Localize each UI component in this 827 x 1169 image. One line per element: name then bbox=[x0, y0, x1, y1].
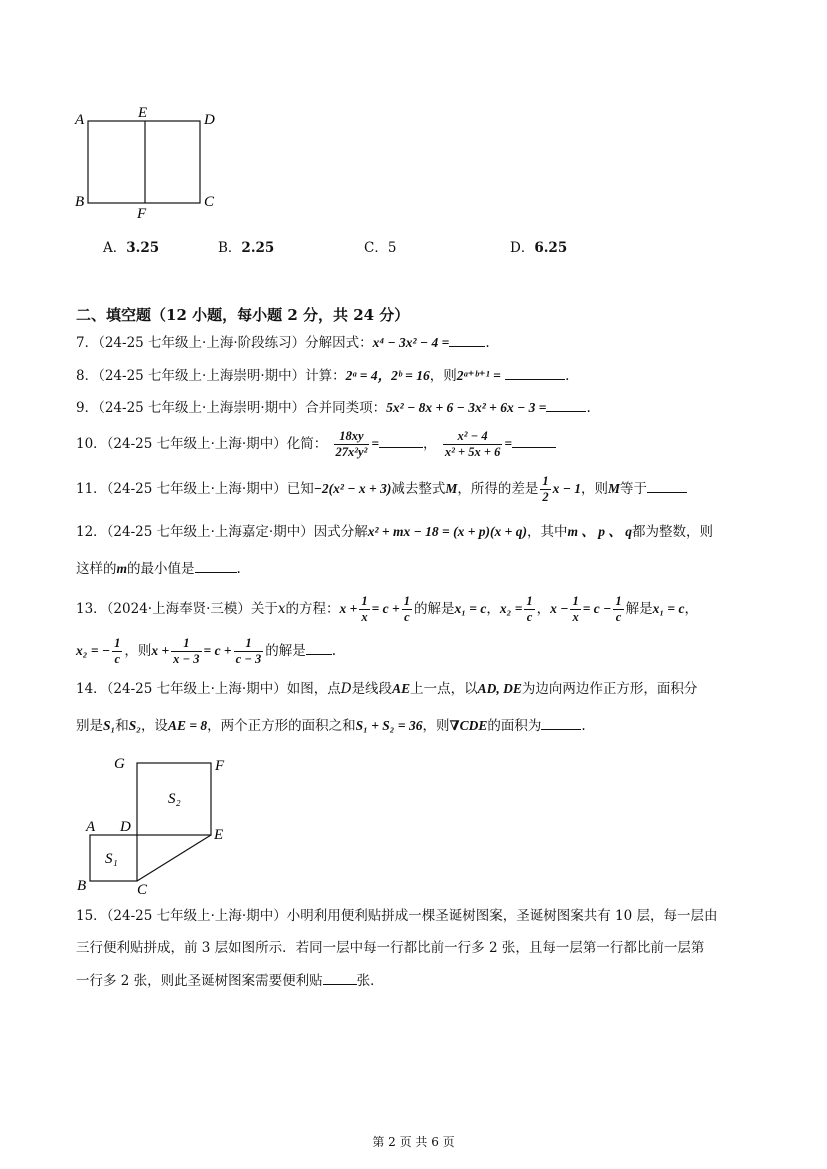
answer-blank[interactable] bbox=[379, 434, 423, 448]
label-c: C bbox=[204, 194, 215, 210]
answer-blank[interactable] bbox=[323, 971, 357, 985]
question-8: 8．（24-25 七年级上·上海崇明·期中）计算：2ᵃ = 4，2ᵇ = 16，则2ᵃ⁺ᵇ⁺¹ = . bbox=[76, 368, 570, 384]
label-a: A bbox=[86, 819, 96, 835]
question-13-line-2: x₂ = − $\frac{1}{c}$ ，则x + $\frac{1}{x - 3}$ = c + $\frac{1}{c - 3}$ 的解是 . bbox=[76, 636, 337, 666]
question-14-line-1: 14．（24-25 七年级上·上海·期中）如图，点D是线段AE上一点，以AD, DE为边向两边作正方形，面积分 bbox=[76, 681, 698, 697]
label-e: E bbox=[214, 827, 224, 843]
label-d: D bbox=[204, 112, 215, 128]
label-b: B bbox=[77, 878, 87, 894]
answer-blank[interactable] bbox=[449, 333, 485, 347]
fraction: $\frac{1}{c}$ bbox=[526, 594, 533, 624]
question-9: 9．（24-25 七年级上·上海崇明·期中）合并同类项：5x² − 8x + 6 − 3x² + 6x − 3 = . bbox=[76, 400, 591, 416]
question-10: 10．（24-25 七年级上·上海·期中）化简： $\frac{18xy}{\text{27x²y²}}$ = ， $\frac{\text{x² − 4}}{\text{x² + 5x + 6}}$ = bbox=[76, 427, 556, 461]
page-footer: 第 2 页 共 6 页 bbox=[372, 1135, 455, 1149]
question-11: 11．（24-25 七年级上·上海·期中）已知−2(x² − x + 3)减去整式M，所得的差是 $\frac{1}{2}$ x − 1，则M等于 bbox=[76, 472, 687, 506]
answer-blank[interactable] bbox=[195, 559, 237, 573]
choice-c[interactable]: C．5 bbox=[364, 240, 397, 256]
rectangle-abcd bbox=[88, 121, 200, 203]
answer-blank[interactable] bbox=[541, 716, 581, 730]
answer-blank[interactable] bbox=[512, 434, 556, 448]
label-b: B bbox=[75, 194, 85, 210]
label-s1: S₁ bbox=[105, 851, 118, 867]
question-12-line-1: 12．（24-25 七年级上·上海嘉定·期中）因式分解x² + mx − 18 = (x + p)(x + q)，其中m 、 p 、 q都为整数，则 bbox=[76, 524, 713, 540]
answer-blank[interactable] bbox=[306, 641, 332, 655]
question-13-line-1: 13．（2024·上海奉贤·三模）关于x的方程：x + $\frac{1}{x}$ = c + $\frac{1}{c}$ 的解是x₁ = c，x₂ = $\frac{1}{c}$ ，x − $\frac{1}{x}$ = c − $\frac{1}{c}$ 解是x₁ = c， bbox=[76, 594, 698, 624]
fraction: $\frac{\text{x² − 4}}{\text{x² + 5x + 6}}$ bbox=[444, 429, 501, 459]
fraction: $\frac{1}{x - 3}$ bbox=[173, 636, 200, 666]
question-15-line-1: 15．（24-25 七年级上·上海·期中）小明利用便利贴拼成一棵圣诞树图案，圣诞树图案共有 10 层，每一层由 bbox=[76, 908, 718, 924]
label-e: E bbox=[138, 105, 148, 121]
choice-b[interactable]: B．2.25 bbox=[218, 240, 275, 256]
question-15-line-3: 一行多 2 张，则此圣诞树图案需要便利贴 张． bbox=[76, 973, 384, 989]
section-heading: 二、填空题（12 小题，每小题 2 分，共 24 分） bbox=[76, 306, 410, 324]
label-f: F bbox=[215, 758, 225, 774]
question-12-line-2: 这样的m的最小值是 . bbox=[76, 561, 241, 577]
question-14-line-2: 别是S₁和S₂，设AE = 8，两个正方形的面积之和S₁ + S₂ = 36，则∇CDE的面积为 . bbox=[76, 718, 586, 734]
fraction: $\frac{1}{c}$ bbox=[403, 594, 410, 624]
fraction: $\frac{1}{x}$ bbox=[361, 594, 368, 624]
choice-a[interactable]: A．3.25 bbox=[103, 240, 160, 256]
choice-d[interactable]: D．6.25 bbox=[510, 240, 568, 256]
figure-rectangle bbox=[70, 100, 230, 225]
label-c: C bbox=[137, 882, 148, 896]
fraction: $\frac{1}{c - 3}$ bbox=[235, 636, 262, 666]
answer-blank[interactable] bbox=[647, 479, 687, 493]
fraction: $\frac{1}{x}$ bbox=[572, 594, 579, 624]
segment-ce bbox=[137, 835, 211, 881]
figure-squares bbox=[74, 748, 244, 896]
fraction: $\frac{1}{2}$ bbox=[542, 474, 549, 504]
question-15-line-2: 三行便利贴拼成，前 3 层如图所示．若同一层中每一行都比前一行多 2 张，且每一层第一行都比前一层第 bbox=[76, 940, 705, 956]
label-d: D bbox=[120, 819, 131, 835]
label-g: G bbox=[114, 756, 125, 772]
answer-blank[interactable] bbox=[505, 366, 565, 380]
fraction: $\frac{18xy}{\text{27x²y²}}$ bbox=[335, 429, 368, 459]
fraction: $\frac{1}{c}$ bbox=[615, 594, 622, 624]
question-7: 7．（24-25 七年级上·上海·阶段练习）分解因式：x⁴ − 3x² − 4 = . bbox=[76, 335, 490, 351]
label-s2: S₂ bbox=[168, 791, 181, 807]
answer-blank[interactable] bbox=[546, 398, 586, 412]
label-a: A bbox=[75, 112, 85, 128]
label-f: F bbox=[137, 206, 147, 222]
fraction: $\frac{1}{c}$ bbox=[114, 636, 121, 666]
